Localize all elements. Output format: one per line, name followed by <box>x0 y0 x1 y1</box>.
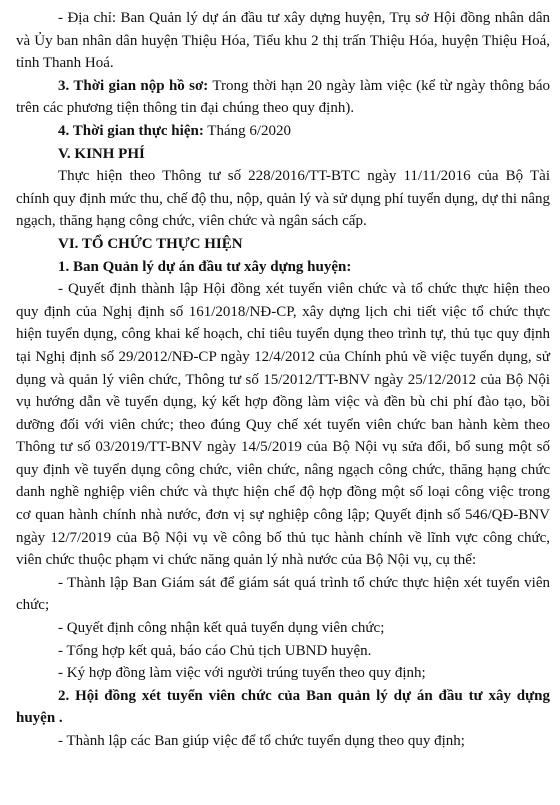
submission-time-label: 3. Thời gian nộp hồ sơ: <box>58 77 209 94</box>
address-paragraph <box>16 7 550 75</box>
bullet-contract: - Ký hợp đồng làm việc với người trúng tuyển theo quy định; <box>58 665 426 682</box>
bullet-report: - Tổng hợp kết quả, báo cáo Chủ tịch UBND huyện. <box>58 642 372 659</box>
implementation-time-text: Tháng 6/2020 <box>203 122 292 139</box>
address-text: Ban Quản lý dự án đầu tư xây dựng huyện, Trụ sở Hội đồng nhân dân và Ủy ban nhân dân huyện Thiệu Hóa, Tiểu khu 2 thị trấn Thiệu Hóa, huyện Thiệu Hoá, tỉnh Thanh Hoá. <box>16 10 551 72</box>
subsection-1-heading: 1. Ban Quản lý dự án đầu tư xây dựng huyện: <box>58 258 352 275</box>
bullet-recognition: - Quyết định công nhận kết quả tuyển dụng viên chức; <box>58 620 385 637</box>
section-vi-heading: VI. TỔ CHỨC THỰC HIỆN <box>58 235 243 252</box>
submission-time-paragraph <box>16 75 550 120</box>
funding-paragraph: Thực hiện theo Thông tư số 228/2016/TT-BTC ngày 11/11/2016 của Bộ Tài chính quy định mức thu, chế độ thu, nộp, quản lý và sử dụng phí tuyển dụng, dự thi nâng ngạch, thăng hạng công chức, viên chức và ngân sách cấp. <box>16 168 550 230</box>
implementation-time-label: 4. Thời gian thực hiện: <box>58 122 204 139</box>
address-label: - Địa chỉ: <box>58 10 117 26</box>
submission-time-text: Trong thời hạn 20 ngày làm việc (kể từ ngày thông báo trên các phương tiện thông tin đại chúng theo quy định). <box>16 77 550 117</box>
decision-paragraph: - Quyết định thành lập Hội đồng xét tuyển viên chức và tổ chức thực hiện theo quy định của Nghị định số 161/2018/NĐ-CP, xây dựng lịch chi tiết việc tổ chức thực hiện tuyển dụng, công khai kế hoạch, chỉ tiêu tuyển dụng theo trình tự, thủ tục quy định tại Nghị định số 29/2012/NĐ-CP ngày 12/4/2012 của Chính phủ về việc tuyển dụng, sử dụng và quản lý viên chức, Thông tư số 15/2012/TT-BNV ngày 25/12/2012 của Bộ Nội vụ hướng dẫn về tuyển dụng, ký kết hợp đồng làm việc và đền bù chi phí đào tạo, bồi dưỡng đối với viên chức; theo đúng Quy chế xét tuyển viên chức ban hành kèm theo Thông tư số 03/2019/TT-BNV ngày 14/5/2019 của Bộ Nội vụ sửa đổi, bổ sung một số quy định về tuyển dụng công chức, viên chức, nâng ngạch công chức, thăng hạng chức danh nghề nghiệp viên chức và thực hiện chế độ hợp đồng một số loại công việc trong cơ quan hành chính nhà nước, đơn vị sự nghiệp công lập; Quyết định số 546/QĐ-BNV ngày 12/7/2019 của Bộ Nội vụ về công bố thủ tục hành chính về lĩnh vực công chức, viên chức thuộc phạm vi chức năng quản lý nhà nước của Bộ Nội vụ, cụ thể: <box>16 281 550 569</box>
bullet-support-boards: - Thành lập các Ban giúp việc để tổ chức tuyển dụng theo quy định; <box>58 733 465 749</box>
bullet-supervision: - Thành lập Ban Giám sát để giám sát quá trình tổ chức thực hiện xét tuyển viên chức; <box>16 574 550 614</box>
section-v-heading: V. KINH PHÍ <box>58 145 145 162</box>
subsection-2-heading: 2. Hội đồng xét tuyển viên chức của Ban quản lý dự án đầu tư xây dựng huyện . <box>16 687 550 727</box>
implementation-time-paragraph <box>16 120 550 143</box>
